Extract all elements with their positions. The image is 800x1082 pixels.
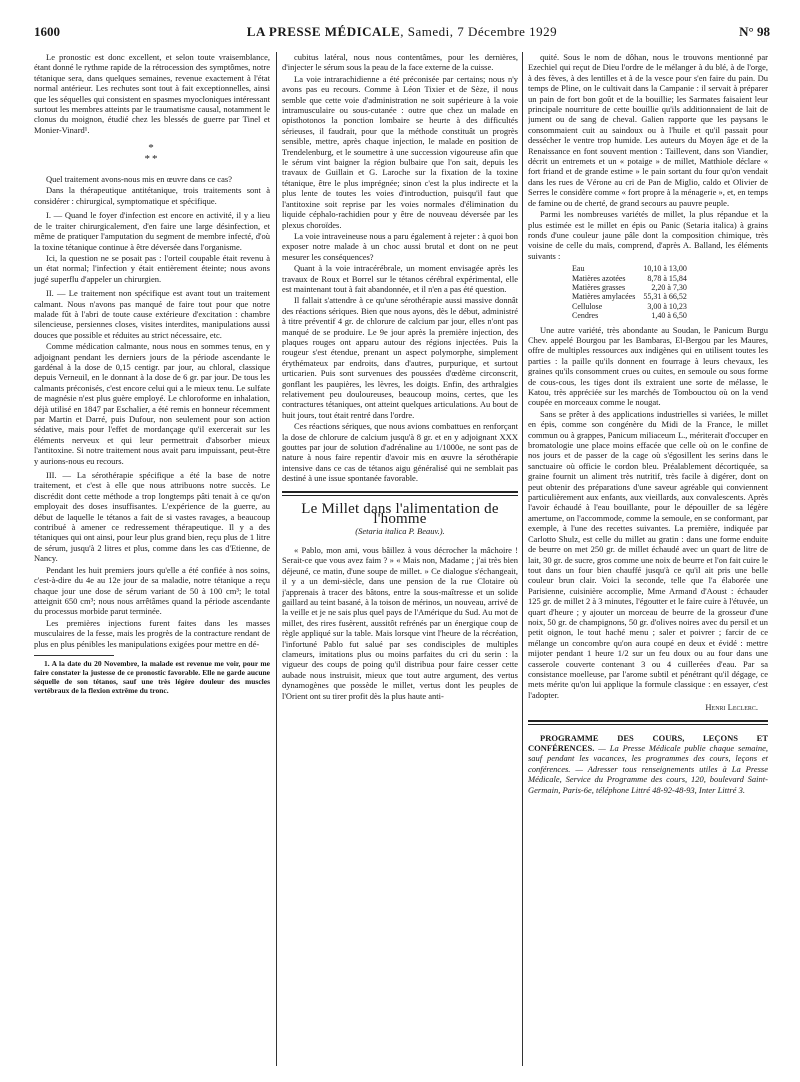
paragraph: La voie intraveineuse nous a paru également à rejeter : à quoi bon exposer notre malade à un choc aussi brutal et dont on ne peut mesurer les conséquences? [282,230,518,262]
table-cell-label: Cellulose [572,301,603,311]
table-cell-label: Cendres [572,311,599,321]
column-3 [528,52,768,1066]
paragraph: Comme médication calmante, nous nous en sommes tenus, en y adjoignant pendant les derniers jours de la période ascendante le gardénal à la dose de 0,15 centigr. par jour, au chloral, classique depuis Verneuil, en le donnant à la dose de 6 gr. par jour. De tous les calmants préconisés, c'est encore celui qui a le mieux tenu. Le sulfate de magnésie n'est plus guère employé. Le chloroforme en inhalation, déjà utilisé en 1847 par Eschalier, a été remis en honneur récemment par Martin et Darré, puis Dufour, non seulement pour son action sédative, mais pour l'effet de mordançage qu'il exercerait sur les éléments nerveux et qui leur permettrait d'absorber mieux l'antitoxine. Si notre traitement nous avait paru impuissant, peut-être y aurions-nous eu recours. [34,341,270,466]
column-divider [276,52,277,1066]
paragraph: Ces réactions sériques, que nous avions combattues en renforçant la dose de chlorure de calcium jusqu'à 8 gr. et en y adjoignant XXX gouttes par jour de solution d'adrénaline au 1/1000e, ne sont pas de nature à nous faire repentir d'avoir mis en œuvre la sérothérapie intensive dans ce cas de tétanos aigu généralisé qui ne semblait pas destiné à une issue spontanée favorable. [282,421,518,484]
table-row [568,264,691,273]
paragraph: Dans la thérapeutique antitétanique, trois traitements sont à considérer : chirurgical, symptomatique et spécifique. [34,185,270,206]
composition-table [568,264,691,320]
paragraph: Pendant les huit premiers jours qu'elle a été confiée à nos soins, c'est-à-dire du 4e au 12e jour de sa maladie, notre tétanique a reçu chaque jour une dose de sérum variant de 50 à 100 cm³; le total atteignit 650 cm³; nous nous arrêtâmes quand la période ascendante du processus morbide parut terminée. [34,564,270,617]
program-text: — La Presse Médicale publie chaque semaine, sauf pendant les vacances, les programmes des cours, leçons et conférences. — Adresser tous renseignements utiles à La Presse Médicale, Service du Programme des cours, 120, boulevard Saint-Germain, Paris-6e, téléphone Littré 48-92-48-93, Inter Littré 3. [528,743,768,795]
table-row [568,311,691,320]
journal-name: LA PRESSE MÉDICALE [246,24,401,39]
issue-number: N° 98 [739,24,770,39]
journal-title [104,24,700,40]
table-cell-label: Matières amylacées [572,292,636,302]
table-row [568,302,691,311]
article-title: Le Millet dans l'alimentation de l'homme [301,500,499,528]
page-number: 1600 [34,24,60,39]
paragraph: Parmi les nombreuses variétés de millet, la plus répandue et la plus estimée est le millet en épis ou Panic (Setaria italica) à grains ronds d'une couleur jaune pâle dont la composition chimique, très voisine de celle du maïs, comprend, d'après A. Balland, les éléments suivants : [528,209,768,261]
table-cell-value: 8,78 à 15,84 [647,273,687,283]
paragraph: cubitus latéral, nous nous contentâmes, pour les dernières, d'injecter le sérum sous la peau de la face externe de la cuisse. [282,52,518,73]
section-rule [528,720,768,722]
paragraph: Il fallait s'attendre à ce qu'une sérothérapie aussi massive donnât des réactions sériques. Bien que nous ayons, dès le début, administré à titre préventif 4 gr. de chlorure de calcium par jour, elles n'ont pas manqué de se produire. Le 9e jour après la première injection, des plaques rouges ont apparu autour des régions injectées. Puis la rougeur s'est étendue, prenant un aspect polymorphe, simplement érythémateux par endroits, dans d'autres, purpurique, et surtout urticarien. Puis sont survenues des poussées d'œdème circonscrit, gonflant les paupières, les lèvres, les doigts. Enfin, des arthralgies relativement peu douloureuses, beaucoup moins, certes, que les contractures tétaniques, ont atteint quelques articulations. Au bout de huit jours, tout était rentré dans l'ordre. [282,295,518,420]
paragraph: Le pronostic est donc excellent, et selon toute vraisemblance, étant donné le rythme rapide de la rétrocession des symptômes, notre tétanique sera, dans quelques semaines, revenue exactement à l'état normal antérieur. Les rechutes sont tout à fait exceptionnelles, ainsi que les séquelles qui consistent en spasmes myocloniques intéressant surtout les membres atteints par le traumatisme causal, notamment le clonus du moignon, étudié chez les blessés de guerre par Tinel et Monier-Vinard¹. [34,52,270,135]
table-row [568,292,691,301]
paragraph: I. — Quand le foyer d'infection est encore en activité, il y a lieu de le traiter chirurgicalement, d'en faire une large désinfection, et même de pratiquer l'amputation du segment de membre infecté, d'où la toxine tétanique continue à être déversée dans l'organisme. [34,210,270,252]
table-row [568,274,691,283]
program-notice [528,733,768,795]
section-rule [528,724,768,725]
article-subtitle: (Setaria italica P. Beauv.). [355,526,445,537]
footnote-rule [34,655,114,656]
table-cell-label: Matières grasses [572,282,626,292]
table-cell-value: 10,10 à 13,00 [643,264,687,274]
footnote: 1. A la date du 20 Novembre, la malade est revenue me voir, pour me faire constater la justesse de ce pronostic favorable. Elle ne garde aucune séquelle de son tétanos, sauf une très légère douleur des muscles vertébraux de la flexion extrême du tronc. [34,658,270,695]
paragraph: Ici, la question ne se posait pas : l'orteil coupable était revenu à un état normal; l'infection y était entièrement éteinte; nous avons jugé superflu d'appeler un chirurgien. [34,252,270,284]
author-signature: Henri Leclerc. [705,702,758,713]
article-rule [282,495,518,496]
journal-date: , Samedi, 7 Décembre 1929 [400,24,558,39]
table-cell-value: 2,20 à 7,30 [651,282,687,292]
paragraph: « Pablo, mon ami, vous bâillez à vous décrocher la mâchoire ! Serait-ce que vous avez faim ? » « Mais non, Madame ; j'ai très bien déjeuné, ce matin, d'une soupe de millet. » Ce dialogue s'échangeait, il y a un demi-siècle, dans une pension de la rue Clotaire où j'apprenais à tracer des bâtons, entre la sous-maîtresse et un solide gaillard au teint basané, à la toison de mérinos, un nouveau, arrivé de la veille et je ne sais plus quel pays de l'Amérique du Sud. Au mot de millet, des rires fusèrent, aussitôt refrénés par un énergique coup de règle appliqué sur la table. Mais lorsque vint l'heure de la récréation, l'infortuné Pablo fut salué par ses condisciples de multiples clameurs, imitations plus ou moins parfaites du cri du serin : la vigueur des coups de poing qu'il distribua pour faire cesser cette aubade nous instruisit, mieux que tout autre argument, des vertus dynamogènes que possède le millet, vertus dont les peuples de l'Orient ont su tirer profit dès la plus haute anti- [282,544,518,701]
paragraph: Sans se prêter à des applications industrielles si variées, le millet en épis, comme son congénère du Midi de la France, le millet commun ou à grappes, Panicum miliaceum L., mériterait d'occuper en bromatologie une place moins effacée que celle où on le confine de nos jours et de passer de la cage où s'égosillent les serins dans le sanctuaire où officie le cordon bleu. Préalablement décortiquée, sa graine fournit un aliment très nutritif, très facile à digérer, dont on peut obtenir des préparations d'une saveur agréable qui conviennent particulièrement aux enfants, aux vieillards, aux convalescents. Après l'avoir échaudé à l'eau bouillante, pour le dépouiller de sa légère amertume, on l'accommode, comme la semoule, en se conformant, par exemple, à l'une des recettes suivantes. La première, indiquée par Carlotto Shulz, est celle du millet au gratin : dans une forme enduite de beurre on met 250 gr. de millet échaudé avec un quart de litre de lait, 30 gr. de sucre, gros comme une noix de beurre et l'on fait cuire le tout dans un four bien chauffé jusqu'à ce qu'il ait pris une belle couleur brun clair. Voici la seconde, telle que l'a élaborée une Parisienne, cuisinière accomplie, Mme Armand d'Aoust : échauder 125 gr. de millet 2 à 3 minutes, l'égoutter et le faire cuire à l'étuvée, un quart d'heure ; y ajouter un morceau de beurre de la grosseur d'une noix, 50 gr. de champignons, 50 gr. d'olives noires avec du persil et un petit oignon, le tout haché menu ; saler et poivrer ; farcir de ce mélange un concombre qu'on aura coupé en deux et évidé : mettre mijoter pendant 1 heure 1/2 sur un feu doux ou au four dans une casserole couverte contenant 3 ou 4 cuillerées d'eau. Par sa consistance moelleuse, par l'arome subtil et pénétrant qu'il dégage, ce mets mérite qu'on lui applique la formule classique : en essayer, c'est l'adopter. [528,408,768,700]
paragraph: Une autre variété, très abondante au Soudan, le Panicum Burgu Chev. appelé Bourgou par les Bambaras, El-Bergou par les Maures, offre de multiples ressources aux indigènes qui en utilisent toutes les parties : la paille qu'ils donnent en fourrage à leurs chevaux, les graines qu'ils consomment crues ou cuites, en semoule ou sous forme de cous-cous, les tiges dont ils extraient une sorte de mélasse, le Katou, très appréciée sur les marchés de Tombouctou où on la vend coupée en morceaux comme le nougat. [528,324,768,408]
paragraph: quité. Sous le nom de dôhan, nous le trouvons mentionné par Ezechiel qui reçut de Dieu l'ordre de le mélanger à du blé, à de l'orge, à des fèves, à des lentilles et à de la vesce pour s'en faire du pain. Du temps de Pline, on le cultivait dans la Campanie : il servait à préparer un pain de fort bon goût et de la bouillie; les Sarmates faisaient leur principale nourriture de cette bouillie qu'ils additionnaient de lait de jument ou de sang de cheval. Galien rapporte que les paysans le consommaient cuit au saindoux ou à l'huile et qu'il passait pour dessécher le ventre trop humide. Les auteurs du Moyen âge et de la Renaissance en font souvent mention : Taillevent, dans son Viandier, décrit un entremets et un « potaige » de millet, Matthiole déclare « fort friand et de grande estime » le pain sortant du four qu'on vendait dans les rues de Vérone au cri de Pan de Miglio, caldo et Olivier de Serres le considère comme « fort propre à la ménagerie », et, en temps de famine ou de cherté, de grand secours au pauvre peuple. [528,52,768,208]
column-2 [282,52,518,1066]
paragraph: Les premières injections furent faites dans les masses musculaires de la fesse, mais les progrès de la contracture rendant de plus en plus pénibles les manipulations exigées pour mettre en dé- [34,617,270,649]
article-rule [282,491,518,493]
paragraph: III. — La sérothérapie spécifique a été la base de notre traitement, et c'est à elle que nous attribuons notre succès. Le discrédit dont cette méthode a trop longtemps pâti tenait à ce qu'on employait des doses insuffisantes. L'expérience de la guerre, au début de laquelle le tétanos a fait de si vastes ravages, a beaucoup contribué à amener ce redressement thérapeutique. Il y a des tétaniques qui ont ainsi, pour leur plus grand bien, reçu plus de 1 litre de sérum, jusqu'à 2 litres et plus, comme dans les cas d'Etienne, de Nancy. [34,470,270,564]
table-cell-value: 1,40 à 6,50 [651,311,687,321]
table-cell-value: 3,00 à 10,23 [647,301,687,311]
table-cell-label: Matières azotées [572,273,626,283]
column-divider [522,52,523,1066]
table-cell-label: Eau [572,264,585,274]
paragraph: II. — Le traitement non spécifique est avant tout un traitement calmant. Nous n'avons pas manqué de faire tout pour que notre malade fût à l'abri de toute cause extérieure d'excitation : chambre silencieuse, persiennes closes, visites interdites, manipulations aussi douces que possible et réduites au strict nécessaire, etc. [34,288,270,340]
page-header [34,24,770,46]
paragraph: Quant à la voie intracérébrale, un moment envisagée après les travaux de Roux et Borrel sur le tétanos cérébral expérimental, elle est maintenant tout à fait abandonnée, et il n'en a pas été question. [282,263,518,294]
table-cell-value: 55,31 à 66,52 [643,292,687,302]
section-asterisks: * ** [144,142,160,165]
column-1 [34,52,270,1066]
paragraph: Quel traitement avons-nous mis en œuvre dans ce cas? [46,174,232,185]
paragraph: La voie intrarachidienne a été préconisée par certains; nous n'y avons pas eu recours. Comme à Léon Tixier et de Sèze, il nous semble que cette voie d'administration ne soit supérieure à la voie intramusculaire ou sous-cutanée : outre que chez un malade en opisthotonos la ponction lombaire se heurte à des difficultés sérieuses, il faudrait, pour que la méthode constituât un progrès sensible, mettre, après chaque injection, le malade en position de Trendelenburg, et le soumettre à une succession vigoureuse afin que le sérum vint baigner la région bulbaire que l'on sait, depuis les travaux de Guillain et G. Laroche sur la fixation de la toxine tétanique, être le plus imprégnée; sinon c'est la plus indirecte et la plus lente de toutes les voies d'introduction, puisqu'il faut que l'antitoxine soit reprise par les voies normales d'élimination du liquide céphalo-rachidien pour y être de nouveau déversée par les plexus choroïdes. [282,73,518,230]
program-title: PROGRAMME DES COURS, LEÇONS ET CONFÉRENCES. [528,732,768,753]
table-row [568,283,691,292]
